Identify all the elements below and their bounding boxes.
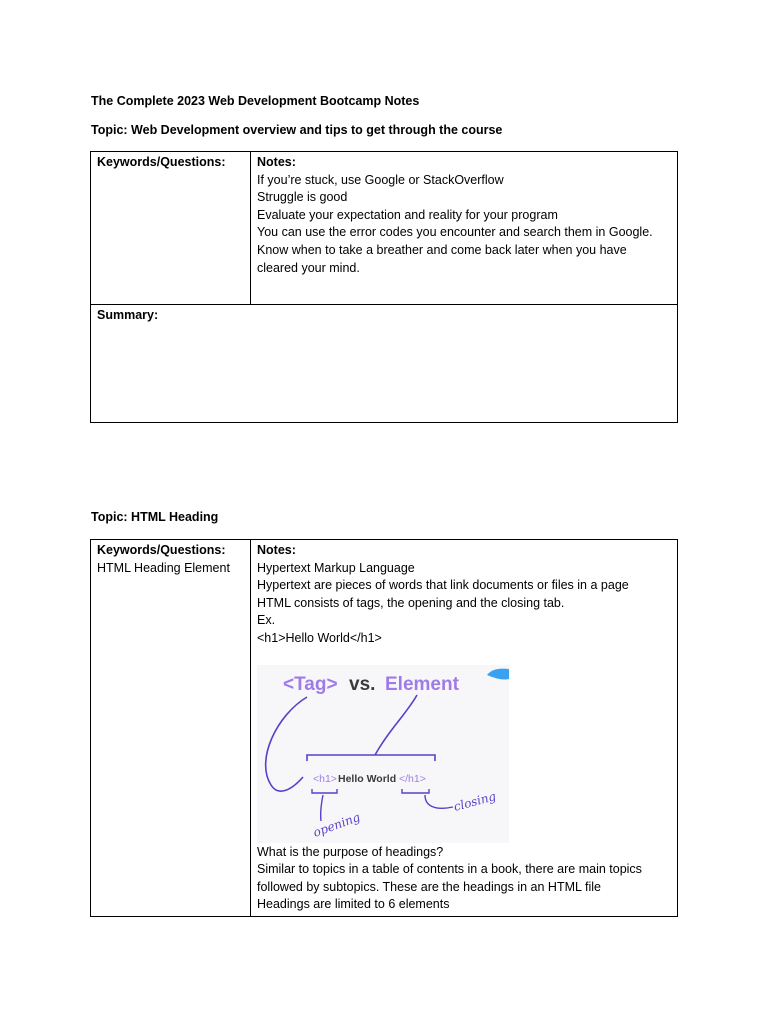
notes-cell xyxy=(251,540,678,917)
topic-heading-web-dev-overview: Topic: Web Development overview and tips to get through the course xyxy=(91,123,503,137)
code-text: Hello World xyxy=(338,772,397,785)
note-line-code-example: <h1>Hello World</h1> xyxy=(257,630,382,645)
keywords-cell xyxy=(91,152,251,305)
note-line: Similar to topics in a table of contents in a book, there are main topics xyxy=(257,862,642,877)
closing-label-line xyxy=(425,795,453,808)
summary-cell xyxy=(91,305,678,423)
note-line: Know when to take a breather and come back later when you have xyxy=(257,242,627,257)
note-line: Struggle is good xyxy=(257,190,348,205)
diagram-title-vs: vs. xyxy=(349,673,376,695)
note-line: If you’re stuck, use Google or StackOverflow xyxy=(257,172,504,187)
topic-heading-html-heading: Topic: HTML Heading xyxy=(91,510,219,524)
corner-accent-shape xyxy=(487,668,509,679)
note-line: HTML consists of tags, the opening and the closing tab. xyxy=(257,595,565,610)
keywords-header: Keywords/Questions: xyxy=(97,543,226,557)
notes-row xyxy=(91,540,678,917)
note-line: Headings are limited to 6 elements xyxy=(257,897,450,912)
note-line: You can use the error codes you encounter and search them in Google. xyxy=(257,225,653,240)
notes-table-html-heading xyxy=(90,539,678,917)
note-line: Hypertext Markup Language xyxy=(257,560,415,575)
note-line: Ex. xyxy=(257,613,276,628)
tag-vs-element-diagram xyxy=(257,665,509,843)
note-line: Hypertext are pieces of words that link documents or files in a page xyxy=(257,578,629,593)
notes-cell xyxy=(251,152,678,305)
summary-header: Summary: xyxy=(97,308,159,322)
note-line: cleared your mind. xyxy=(257,260,360,275)
keyword-item: HTML Heading Element xyxy=(97,560,230,575)
note-line: Evaluate your expectation and reality for your program xyxy=(257,207,558,222)
document-title: The Complete 2023 Web Development Bootcamp Notes xyxy=(91,94,420,108)
tag-vs-element-svg xyxy=(257,665,509,843)
opening-tag-bracket xyxy=(312,789,337,793)
diagram-title-element: Element xyxy=(385,673,459,695)
notes-header: Notes: xyxy=(257,543,296,557)
summary-row xyxy=(91,305,678,423)
element-bracket xyxy=(307,755,435,761)
keywords-header: Keywords/Questions: xyxy=(97,155,226,169)
notes-header: Notes: xyxy=(257,155,296,169)
closing-label: closing xyxy=(452,788,498,814)
arrow-tag-to-opening xyxy=(266,697,307,791)
keywords-cell xyxy=(91,540,251,917)
closing-tag-bracket xyxy=(402,789,429,793)
note-line: What is the purpose of headings? xyxy=(257,844,444,859)
code-open-tag: <h1> xyxy=(313,772,337,785)
opening-label: opening xyxy=(311,809,363,840)
diagram-title-tag: <Tag> xyxy=(283,673,338,695)
code-close-tag: </h1> xyxy=(399,772,426,785)
notes-table-web-dev-overview xyxy=(90,151,678,423)
notes-row xyxy=(91,152,678,305)
opening-label-line xyxy=(321,795,323,821)
note-line: followed by subtopics. These are the headings in an HTML file xyxy=(257,879,601,894)
arrow-element-to-brace xyxy=(375,695,417,755)
